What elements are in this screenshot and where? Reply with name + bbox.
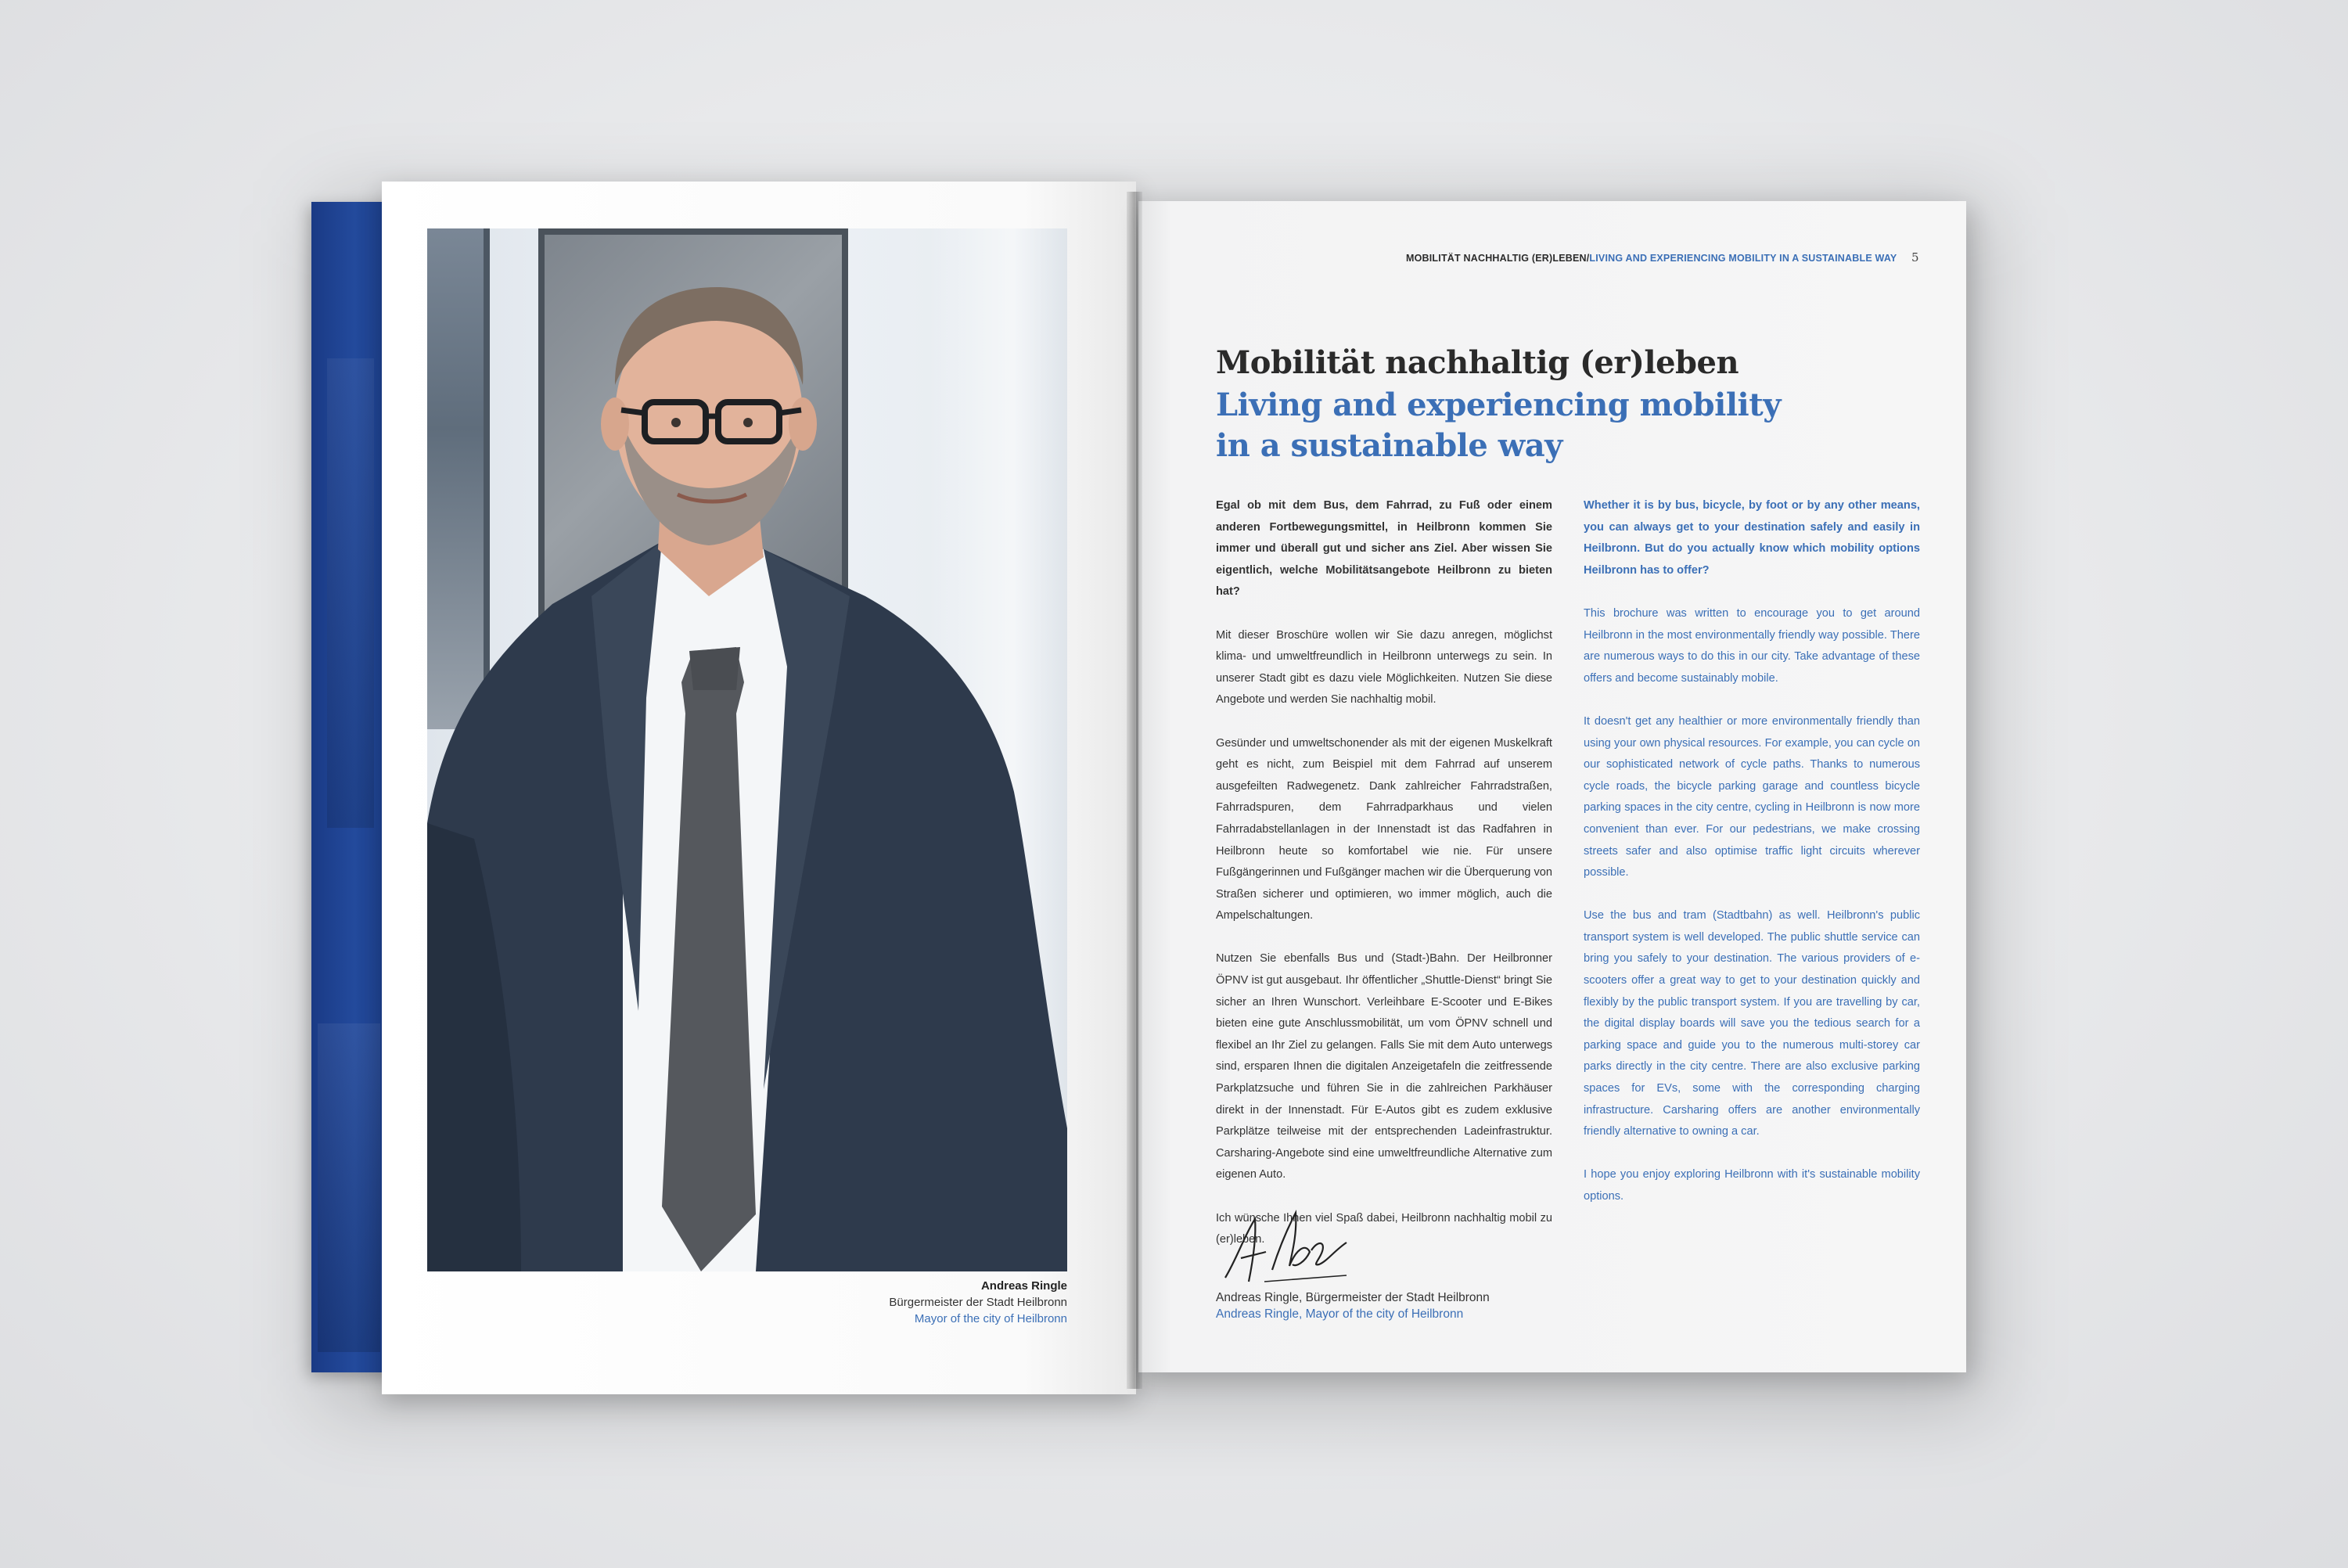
- photo-caption-role-de: Bürgermeister der Stadt Heilbronn: [889, 1296, 1067, 1309]
- running-header-de: MOBILITÄT NACHHALTIG (ER)LEBEN/: [1406, 253, 1590, 264]
- german-text-column: [1216, 495, 1552, 1272]
- paragraph-de-1: Mit dieser Broschüre wollen wir Sie dazu anregen, möglichst klima- und umweltfreundlich in Heilbronn unterwegs zu sein. In unserer Stadt gibt es dazu viele Möglichkeiten. Nutzen Sie diese Angebote und werden Sie nachhaltig mobil.: [1216, 628, 1552, 707]
- page-number: 5: [1911, 250, 1919, 264]
- intro-paragraph-de: Egal ob mit dem Bus, dem Fahrrad, zu Fuß oder einem anderen Fortbewegungsmittel, in Heilbronn kommen Sie immer und überall gut und sicher ans Ziel. Aber wissen Sie eigentlich, welche Mobilitätsangebote Heilbronn zu bieten hat?: [1216, 499, 1552, 599]
- photo-caption-role-en: Mayor of the city of Heilbronn: [914, 1312, 1067, 1325]
- paragraph-de-2: Gesünder und umweltschonender als mit der eigenen Muskelkraft geht es nicht, zum Beispiel mit dem Fahrrad auf unserem ausgefeilten Radwegenetz. Dank zahlreicher Fahrradstraßen, Fahrradspuren, dem Fahrradparkhaus und vielen Fahrradabstellanlagen in der Innenstadt ist das Radfahren in Heilbronn heute so komfortabel wie nie. Für unsere Fußgängerinnen und Fußgänger machen wir die Überquerung von Straßen sicherer und optimieren, wo immer möglich, auch die Ampelschaltungen.: [1216, 736, 1552, 922]
- running-header-en: LIVING AND EXPERIENCING MOBILITY IN A SUSTAINABLE WAY: [1589, 253, 1897, 264]
- paragraph-de-3: Nutzen Sie ebenfalls Bus und (Stadt-)Bahn. Der Heilbronner ÖPNV ist gut ausgebaut. Ihr öffentlicher „Shuttle-Dienst“ bringt Sie sicher an Ihren Wunschort. Verleihbare E-Scooter und E-Bikes bieten eine gute Anschlussmobilität, um vom ÖPNV schnell und flexibel an Ihr Ziel zu gelangen. Falls Sie mit dem Auto unterwegs sind, ersparen Ihnen die digitalen Anzeigetafeln die zeitfressende Parkplatzsuche und führen Sie in die zahlreichen Parkhäuser direkt in der Innenstadt. Für E-Autos gibt es zudem exklusive Parkplätze teilweise mit der entsprechenden Ladeinfrastruktur. Carsharing-Angebote sind eine umweltfreundliche Alternative zum eigenen Auto.: [1216, 952, 1552, 1181]
- paragraph-en-2: It doesn't get any healthier or more environmentally friendly than using your own physical resources. For example, you can cycle on our sophisticated network of cycle paths. Thanks to numerous cycle roads, the bicycle parking garage and countless bicycle parking spaces in the city centre, cycling in Heilbronn is now more convenient than ever. For our pedestrians, we make crossing streets safer and also optimise traffic light circuits wherever possible.: [1584, 714, 1920, 879]
- paragraph-en-1: This brochure was written to encourage you to get around Heilbronn in the most environmentally friendly way possible. There are numerous ways to do this in our city. Take advantage of these offers and become sustainably mobile.: [1584, 606, 1920, 685]
- signoff-de: Andreas Ringle, Bürgermeister der Stadt Heilbronn: [1216, 1291, 1490, 1304]
- cover-texture: [327, 358, 374, 828]
- title-de: Mobilität nachhaltig (er)leben: [1216, 344, 1739, 381]
- title-en-line-2: in a sustainable way: [1216, 427, 1562, 464]
- paragraph-de-4: Ich wünsche Ihnen viel Spaß dabei, Heilbronn nachhaltig mobil zu (er)leben.: [1216, 1211, 1552, 1246]
- paragraph-en-4: I hope you enjoy exploring Heilbronn with it's sustainable mobility options.: [1584, 1168, 1920, 1203]
- running-header: [1406, 253, 1897, 264]
- portrait-person: [427, 228, 1067, 1271]
- photo-caption-name: Andreas Ringle: [980, 1279, 1067, 1293]
- intro-paragraph-en: Whether it is by bus, bicycle, by foot or by any other means, you can always get to your destination safely and easily in Heilbronn. But do you actually know which mobility options Heilbronn has to offer?: [1584, 499, 1920, 577]
- english-text-column: [1584, 495, 1920, 1229]
- handwritten-signature: [1217, 1203, 1358, 1289]
- title-en: [1216, 385, 1842, 466]
- cover-texture-lower: [318, 1023, 380, 1352]
- signoff-en: Andreas Ringle, Mayor of the city of Heilbronn: [1216, 1307, 1464, 1321]
- brochure-spine: [1127, 192, 1142, 1389]
- portrait-photo: [427, 228, 1067, 1271]
- title-en-line-1: Living and experiencing mobility: [1216, 387, 1781, 423]
- paragraph-en-3: Use the bus and tram (Stadtbahn) as well. Heilbronn's public transport system is well developed. The public shuttle service can bring you safely to your destination. The various providers of e-scooters offer a great way to get to your destination quickly and flexibly by the public transport system. If you are travelling by car, the digital display boards will save you the tedious search for a parking space and guide you to the numerous multi-storey car parks directly in the city centre. There are also exclusive parking spaces for EVs, some with the corresponding charging infrastructure. Carsharing offers are another environmentally friendly alternative to owning a car.: [1584, 909, 1920, 1138]
